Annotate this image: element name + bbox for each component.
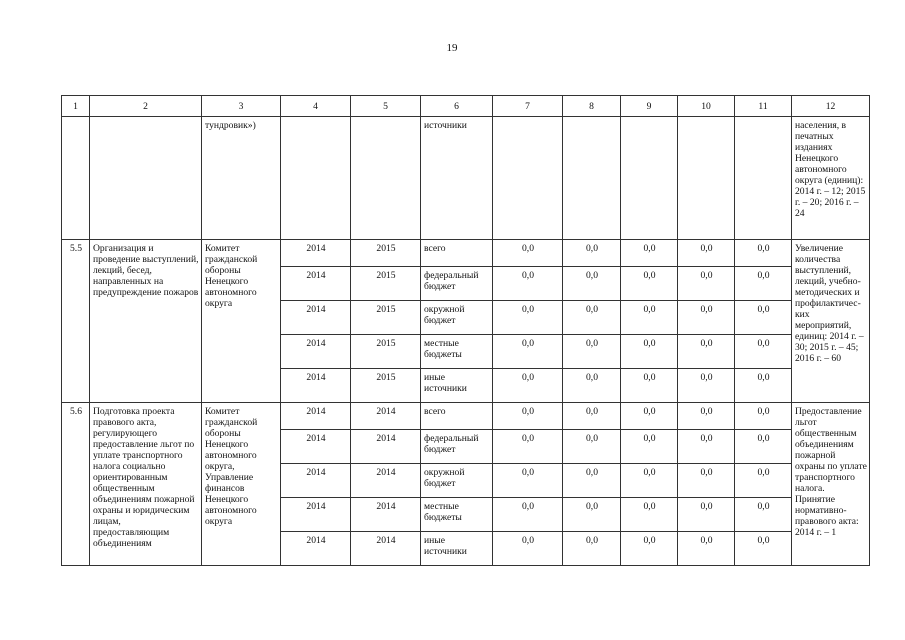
start-year: 2014: [281, 532, 351, 566]
start-year: 2014: [281, 403, 351, 430]
end-year: 2014: [351, 464, 421, 498]
value-extra: 0,0: [735, 498, 792, 532]
empty-cell: [62, 117, 90, 240]
funding-source: федеральный бюджет: [421, 430, 493, 464]
value-2016: 0,0: [678, 301, 735, 335]
end-year: 2015: [351, 335, 421, 369]
start-year: 2014: [281, 369, 351, 403]
value-2014: 0,0: [563, 464, 621, 498]
value-2014: 0,0: [563, 403, 621, 430]
value-2015: 0,0: [621, 532, 678, 566]
value-2016: 0,0: [678, 335, 735, 369]
value-extra: 0,0: [735, 335, 792, 369]
start-year: 2014: [281, 335, 351, 369]
value-total: 0,0: [493, 301, 563, 335]
value-2015: 0,0: [621, 301, 678, 335]
value-2015: 0,0: [621, 369, 678, 403]
value-2014: 0,0: [563, 498, 621, 532]
value-2016: 0,0: [678, 430, 735, 464]
value-total: 0,0: [493, 369, 563, 403]
end-year: 2014: [351, 403, 421, 430]
continuation-row: [62, 117, 870, 240]
value-total: 0,0: [493, 403, 563, 430]
value-total: 0,0: [493, 498, 563, 532]
end-year: 2014: [351, 498, 421, 532]
measure-executor: Комитет гражданской обороны Ненецкого автономного округа: [202, 240, 281, 403]
continuation-result-cell: населения, в печатных изданиях Ненецкого автономного округа (единиц): 2014 г. – 12; 2015 г. – 20; 2016 г. – 24: [792, 117, 870, 240]
header-cell: 7: [493, 96, 563, 117]
measure-number: 5.5: [62, 240, 90, 403]
value-extra: 0,0: [735, 301, 792, 335]
table-row: [62, 240, 870, 267]
empty-cell: [493, 117, 563, 240]
continuation-executor-cell: тундровик»): [202, 117, 281, 240]
program-measures-table: [61, 95, 870, 566]
value-extra: 0,0: [735, 532, 792, 566]
value-2015: 0,0: [621, 335, 678, 369]
start-year: 2014: [281, 240, 351, 267]
value-total: 0,0: [493, 532, 563, 566]
value-extra: 0,0: [735, 403, 792, 430]
value-extra: 0,0: [735, 240, 792, 267]
funding-source: окружной бюджет: [421, 464, 493, 498]
value-2016: 0,0: [678, 464, 735, 498]
start-year: 2014: [281, 267, 351, 301]
funding-source: местные бюджеты: [421, 498, 493, 532]
empty-cell: [90, 117, 202, 240]
header-cell: 6: [421, 96, 493, 117]
value-2015: 0,0: [621, 498, 678, 532]
start-year: 2014: [281, 301, 351, 335]
header-cell: 11: [735, 96, 792, 117]
funding-source: окружной бюджет: [421, 301, 493, 335]
value-total: 0,0: [493, 464, 563, 498]
value-total: 0,0: [493, 335, 563, 369]
header-row: [62, 96, 870, 117]
empty-cell: [678, 117, 735, 240]
empty-cell: [621, 117, 678, 240]
funding-source: федеральный бюджет: [421, 267, 493, 301]
header-cell: 4: [281, 96, 351, 117]
start-year: 2014: [281, 464, 351, 498]
header-cell: 10: [678, 96, 735, 117]
table-row: [62, 403, 870, 430]
value-2014: 0,0: [563, 335, 621, 369]
measure-name: Подготовка проекта правового акта, регулирующего предоставление льгот по уплате транспортного налога социально ориентированным общественным объединениям пожарной охраны и юридическим лицам, предоставляющим объединениям: [90, 403, 202, 566]
funding-source: всего: [421, 240, 493, 267]
header-cell: 2: [90, 96, 202, 117]
empty-cell: [351, 117, 421, 240]
value-2015: 0,0: [621, 403, 678, 430]
end-year: 2015: [351, 301, 421, 335]
header-cell: 9: [621, 96, 678, 117]
value-2016: 0,0: [678, 532, 735, 566]
funding-source: иные источники: [421, 369, 493, 403]
start-year: 2014: [281, 430, 351, 464]
expected-result: Увеличение количества выступлений, лекций, учебно-методических и профилактичес-ких мероприятий, единиц: 2014 г. – 30; 2015 г. – 45; 2016 г. – 60: [792, 240, 870, 403]
value-2015: 0,0: [621, 430, 678, 464]
value-extra: 0,0: [735, 267, 792, 301]
continuation-source-cell: источники: [421, 117, 493, 240]
end-year: 2015: [351, 240, 421, 267]
end-year: 2015: [351, 369, 421, 403]
value-2014: 0,0: [563, 532, 621, 566]
funding-source: местные бюджеты: [421, 335, 493, 369]
value-2016: 0,0: [678, 267, 735, 301]
measure-executor: Комитет гражданской обороны Ненецкого автономного округа, Управление финансов Ненецкого автономного округа: [202, 403, 281, 566]
value-extra: 0,0: [735, 464, 792, 498]
empty-cell: [735, 117, 792, 240]
value-2014: 0,0: [563, 430, 621, 464]
end-year: 2014: [351, 430, 421, 464]
header-cell: 3: [202, 96, 281, 117]
value-2015: 0,0: [621, 464, 678, 498]
value-2016: 0,0: [678, 403, 735, 430]
page-number: 19: [446, 42, 458, 54]
empty-cell: [563, 117, 621, 240]
value-2016: 0,0: [678, 240, 735, 267]
value-total: 0,0: [493, 430, 563, 464]
value-2016: 0,0: [678, 498, 735, 532]
header-cell: 12: [792, 96, 870, 117]
header-cell: 8: [563, 96, 621, 117]
value-2014: 0,0: [563, 369, 621, 403]
expected-result: Предоставление льгот общественным объединениям пожарной охраны по уплате транспортного налога. Принятие нормативно-правового акта: 2014 г. – 1: [792, 403, 870, 566]
start-year: 2014: [281, 498, 351, 532]
value-2015: 0,0: [621, 240, 678, 267]
header-cell: 1: [62, 96, 90, 117]
value-2014: 0,0: [563, 301, 621, 335]
program-table-container: [61, 95, 869, 566]
value-2016: 0,0: [678, 369, 735, 403]
value-extra: 0,0: [735, 369, 792, 403]
end-year: 2014: [351, 532, 421, 566]
measure-name: Организация и проведение выступлений, лекций, бесед, направленных на предупреждение пожаров: [90, 240, 202, 403]
value-extra: 0,0: [735, 430, 792, 464]
value-2014: 0,0: [563, 240, 621, 267]
value-2015: 0,0: [621, 267, 678, 301]
header-cell: 5: [351, 96, 421, 117]
measure-number: 5.6: [62, 403, 90, 566]
value-2014: 0,0: [563, 267, 621, 301]
value-total: 0,0: [493, 267, 563, 301]
funding-source: иные источники: [421, 532, 493, 566]
value-total: 0,0: [493, 240, 563, 267]
end-year: 2015: [351, 267, 421, 301]
funding-source: всего: [421, 403, 493, 430]
empty-cell: [281, 117, 351, 240]
